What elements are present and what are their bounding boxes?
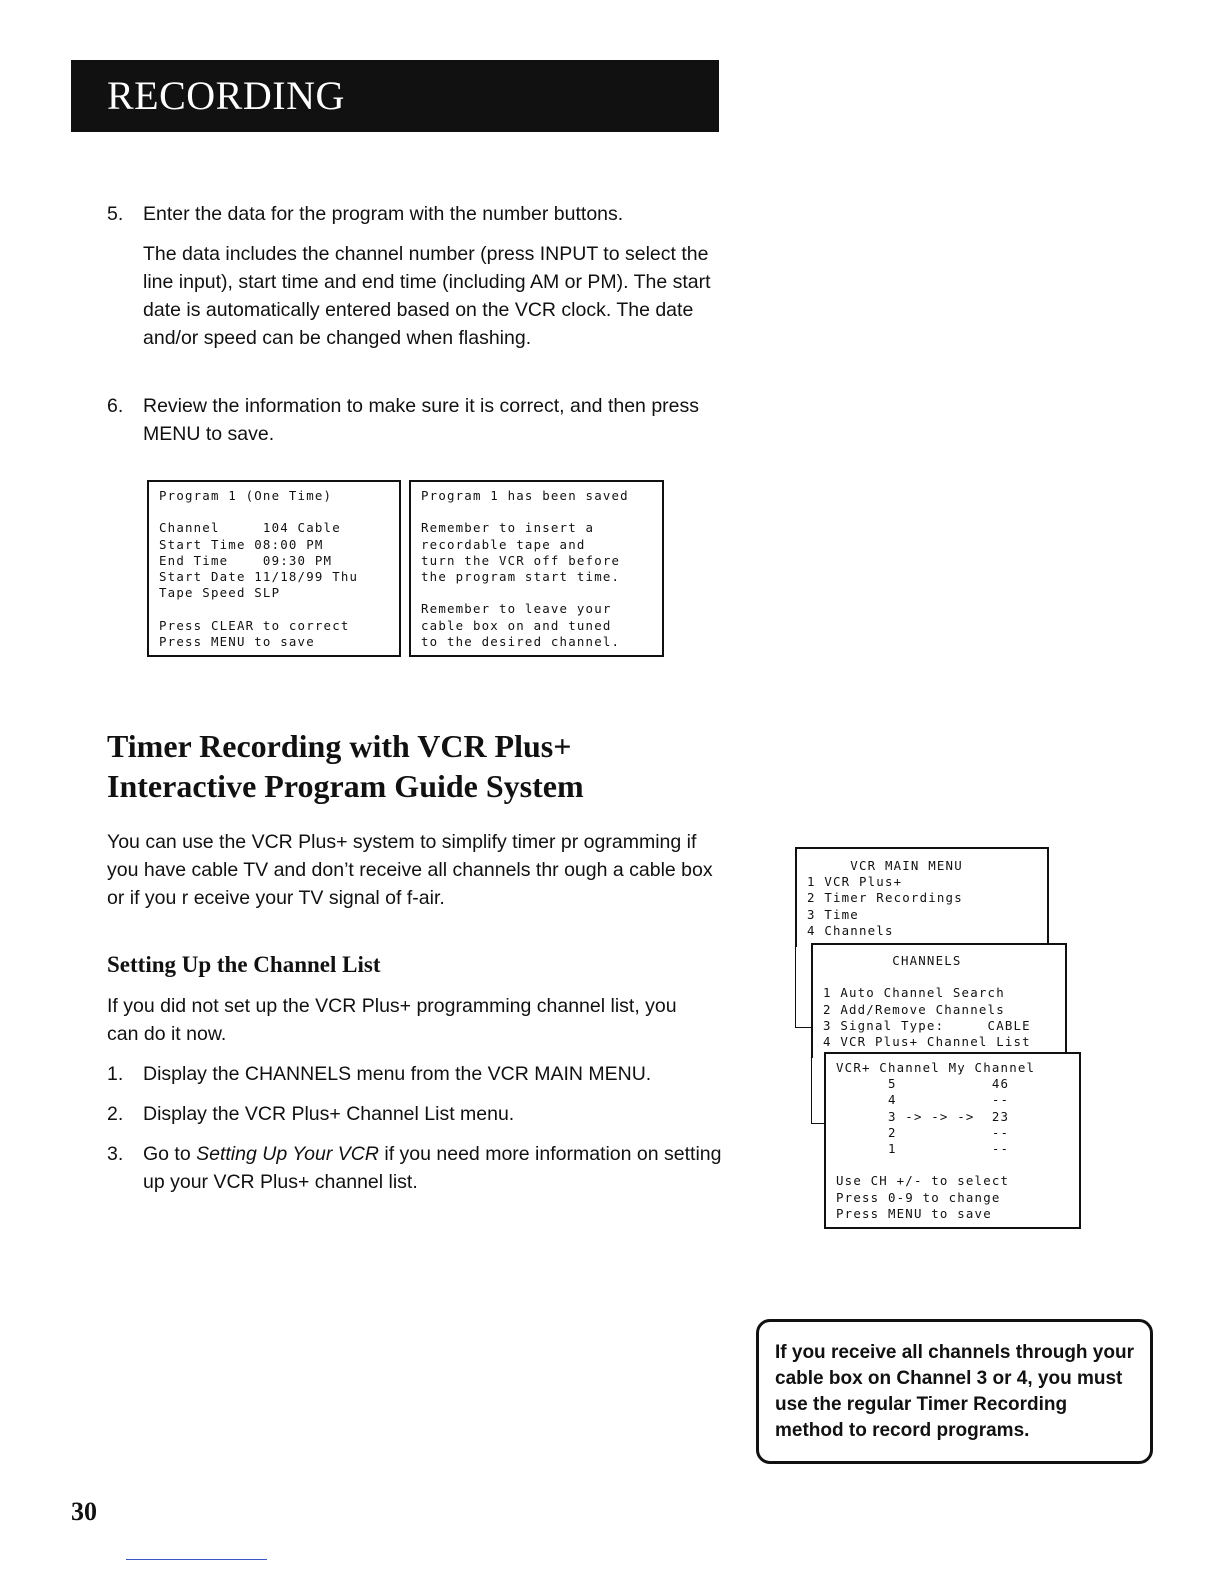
step-number: 5. [107, 203, 124, 225]
step-number: 6. [107, 395, 124, 417]
menu-connector-line [795, 945, 811, 1028]
channel-list-screen: VCR+ Channel My Channel 5 46 4 -- 3 -> -> -> 23 2 -- 1 -- Use CH +/- to select Press 0-9 to change Press MENU to save [824, 1052, 1081, 1229]
step-text [143, 1140, 723, 1196]
page-number: 30 [71, 1497, 97, 1526]
program-osd-screen: Program 1 (One Time) Channel 104 Cable Start Time 08:00 PM End Time 09:30 PM Start Date 11/18/99 Thu Tape Speed SLP Press CLEAR to correct Press MENU to save [147, 480, 401, 657]
cross-reference: Setting Up Your VCR [196, 1143, 379, 1165]
subsection-intro: If you did not set up the VCR Plus+ programming channel list, you can do it now. [107, 995, 677, 1045]
step-number: 3. [107, 1143, 124, 1165]
section-heading-line1: Timer Recording with VCR Plus+ [107, 728, 572, 764]
step-text: Enter the data for the program with the number buttons. [143, 203, 624, 225]
menu-connector-line [811, 1058, 825, 1124]
section-heading-line2: Interactive Program Guide System [107, 768, 584, 804]
section-header-bar [71, 60, 719, 132]
step-text-part: if you need more information on setting up your VCR Plus+ channel list. [143, 1143, 722, 1193]
subsection-heading: Setting Up the Channel List [107, 952, 381, 977]
vcr-main-menu-screen: VCR MAIN MENU 1 VCR Plus+ 2 Timer Recordings 3 Time 4 Channels [795, 847, 1049, 947]
program-saved-osd-screen: Program 1 has been saved Remember to insert a recordable tape and turn the VCR off before the program start time. Remember to leave your cable box on and tuned to the desired channel. [409, 480, 664, 657]
step-number: 2. [107, 1103, 124, 1125]
step-5-detail: The data includes the channel number (press INPUT to select the line input), start time and end time (including AM or PM). The start date is automatically entered based on the VCR clock. The date and/or speed can be changed when flashing. [143, 243, 711, 349]
step-text: Review the information to make sure it is correct, and then press MENU to save. [143, 395, 699, 445]
step-text: Display the CHANNELS menu from the VCR MAIN MENU. [143, 1063, 652, 1085]
step-text-part: Go to [143, 1143, 197, 1165]
section-intro: You can use the VCR Plus+ system to simplify timer pr ogramming if you have cable TV and don’t receive all channels thr ough a cable box or if you r eceive your TV signal of f-air. [107, 831, 713, 909]
step-text: Display the VCR Plus+ Channel List menu. [143, 1103, 515, 1125]
bottom-divider [126, 1559, 267, 1560]
step-6 [107, 392, 717, 452]
note-callout: If you receive all channels through your cable box on Channel 3 or 4, you must use the regular Timer Recording method to record programs. [756, 1319, 1153, 1464]
section-header-title: RECORDING [107, 73, 345, 118]
channels-menu-screen: CHANNELS 1 Auto Channel Search 2 Add/Remove Channels 3 Signal Type: CABLE 4 VCR Plus+ Channel List [811, 943, 1067, 1058]
step-number: 1. [107, 1063, 124, 1085]
